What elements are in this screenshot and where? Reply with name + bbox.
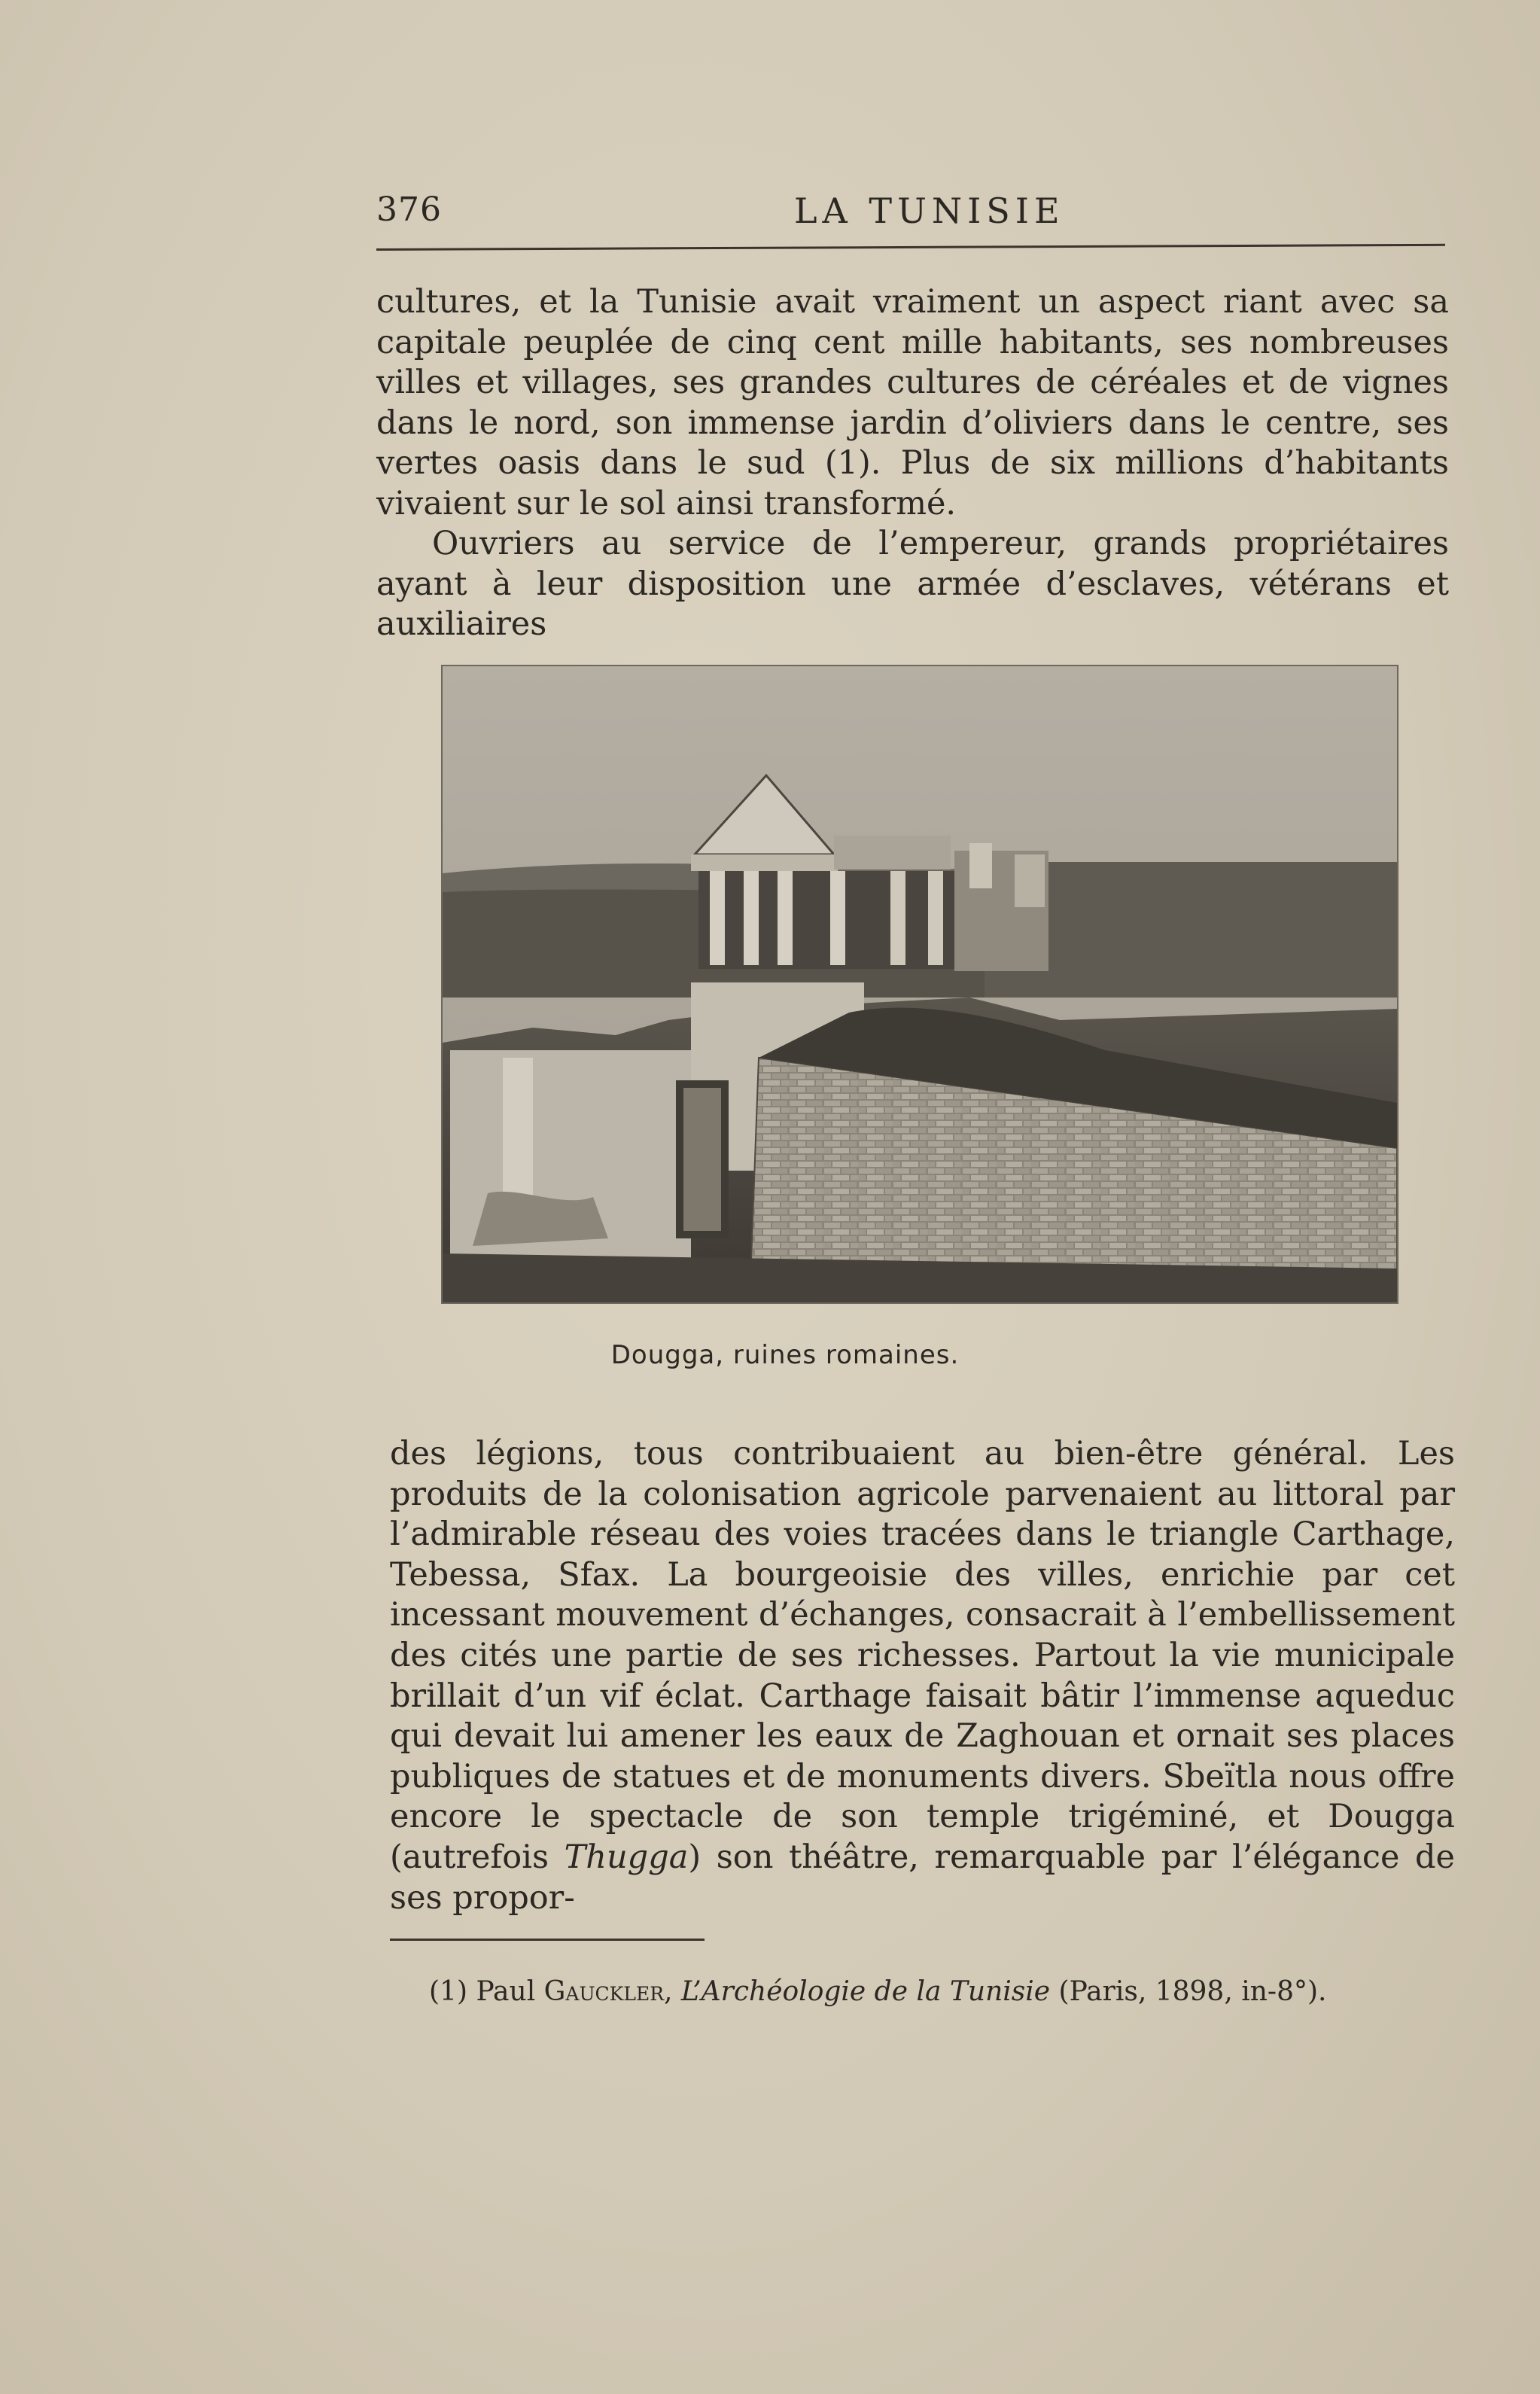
footnote-author: Gauckler xyxy=(543,1976,665,2007)
paragraph xyxy=(390,1434,1455,1918)
paragraph: cultures, et la Tunisie avait vraiment un aspect riant avec sa capitale peuplée de cinq cent mille habitants, ses nombreuses villes et villages, ses grandes cultures de céréales et de vignes dans le nord, son immense jardin d’oliviers dans le centre, ses vertes oasis dans le sud (1). Plus de six millions d’habitants vivaient sur le sol ainsi transformé. xyxy=(376,283,1449,522)
footnote-separator: , xyxy=(664,1976,681,2007)
figure-caption: Dougga, ruines romaines. xyxy=(610,1340,960,1370)
italic-place-name: Thugga xyxy=(564,1838,689,1876)
page-number: 376 xyxy=(376,190,442,229)
footnote-details: (Paris, 1898, in-8°). xyxy=(1050,1976,1327,2007)
paragraph-text: des légions, tous contribuaient au bien-être général. Les produits de la colonisation agricole parvenaient au littoral par l’admirable réseau des voies tracées dans le triangle Carthage, Tebessa, Sfax. La bourgeoisie des villes, enrichie par cet incessant mouvement d’échanges, consacrait à l’embellissement des cités une partie de ses richesses. Partout la vie municipale brillait d’un vif éclat. Carthage faisait bâtir l’immense aqueduc qui devait lui amener les eaux de Zaghouan et ornait ses places publiques de statues et de monuments divers. Sbeïtla nous offre encore le spectacle de son temple trigéminé, et Dougga (autrefois xyxy=(390,1435,1455,1876)
body-text-bottom xyxy=(390,1434,1455,1918)
paragraph: Ouvriers au service de l’empereur, grands propriétaires ayant à leur disposition une armée d’esclaves, vétérans et auxiliaires xyxy=(376,525,1449,643)
body-text-top xyxy=(376,282,1449,645)
photograph-dougga-ruins xyxy=(443,666,1397,1302)
footnote xyxy=(429,1976,1483,2007)
footnote-rule xyxy=(390,1939,705,1941)
header-rule xyxy=(376,244,1445,251)
footnote-title: L’Archéologie de la Tunisie xyxy=(680,1976,1051,2007)
paragraph-text: ) son théâtre, remarquable par l’élégance de ses propor- xyxy=(390,1838,1456,1917)
running-title: LA TUNISIE xyxy=(794,190,1065,231)
page-header xyxy=(376,184,1445,230)
footnote-marker: (1) Paul xyxy=(429,1976,544,2007)
